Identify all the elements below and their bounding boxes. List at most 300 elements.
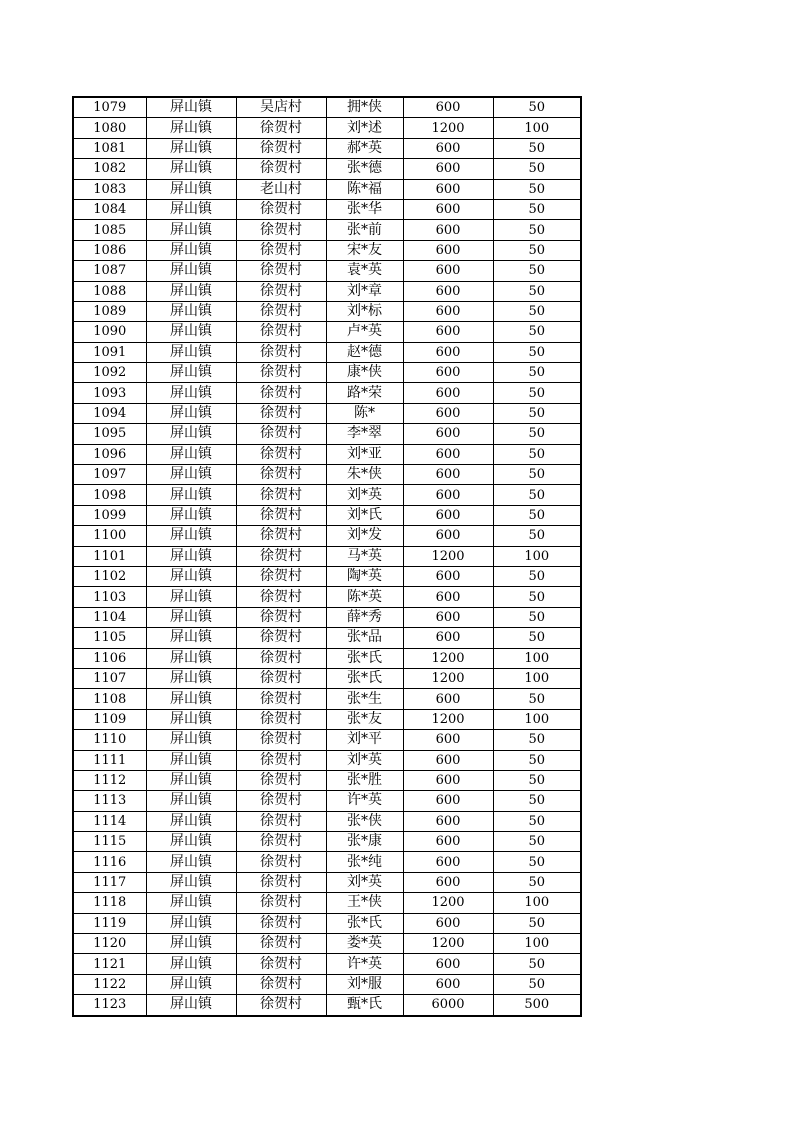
- subsidy-cell: 100: [493, 709, 581, 729]
- table-row: [73, 199, 581, 219]
- row-number-cell: 1104: [73, 607, 146, 627]
- row-number-cell: 1119: [73, 913, 146, 933]
- table-row: [73, 852, 581, 872]
- subsidy-cell: 50: [493, 179, 581, 199]
- name-cell: 陈*福: [326, 179, 403, 199]
- amount-cell: 600: [403, 403, 493, 423]
- town-cell: 屏山镇: [146, 648, 236, 668]
- amount-cell: 600: [403, 322, 493, 342]
- row-number-cell: 1087: [73, 261, 146, 281]
- village-cell: 徐贺村: [236, 995, 326, 1016]
- data-table: [72, 96, 582, 1017]
- row-number-cell: 1097: [73, 465, 146, 485]
- subsidy-cell: 50: [493, 363, 581, 383]
- name-cell: 宋*友: [326, 240, 403, 260]
- town-cell: 屏山镇: [146, 852, 236, 872]
- town-cell: 屏山镇: [146, 995, 236, 1016]
- row-number-cell: 1085: [73, 220, 146, 240]
- table-row: [73, 465, 581, 485]
- row-number-cell: 1092: [73, 363, 146, 383]
- town-cell: 屏山镇: [146, 301, 236, 321]
- row-number-cell: 1102: [73, 566, 146, 586]
- row-number-cell: 1096: [73, 444, 146, 464]
- table-row: [73, 832, 581, 852]
- name-cell: 张*氏: [326, 913, 403, 933]
- subsidy-cell: 100: [493, 893, 581, 913]
- amount-cell: 600: [403, 444, 493, 464]
- name-cell: 刘*英: [326, 872, 403, 892]
- name-cell: 刘*亚: [326, 444, 403, 464]
- town-cell: 屏山镇: [146, 607, 236, 627]
- table-row: [73, 791, 581, 811]
- table-row: [73, 934, 581, 954]
- name-cell: 张*友: [326, 709, 403, 729]
- subsidy-cell: 50: [493, 770, 581, 790]
- name-cell: 张*康: [326, 832, 403, 852]
- village-cell: 徐贺村: [236, 566, 326, 586]
- amount-cell: 1200: [403, 546, 493, 566]
- row-number-cell: 1116: [73, 852, 146, 872]
- amount-cell: 600: [403, 811, 493, 831]
- row-number-cell: 1084: [73, 199, 146, 219]
- row-number-cell: 1123: [73, 995, 146, 1016]
- row-number-cell: 1100: [73, 526, 146, 546]
- subsidy-cell: 50: [493, 628, 581, 648]
- name-cell: 郝*英: [326, 138, 403, 158]
- subsidy-cell: 50: [493, 913, 581, 933]
- table-row: [73, 995, 581, 1016]
- subsidy-cell: 100: [493, 934, 581, 954]
- row-number-cell: 1113: [73, 791, 146, 811]
- village-cell: 徐贺村: [236, 811, 326, 831]
- name-cell: 陈*英: [326, 587, 403, 607]
- amount-cell: 600: [403, 179, 493, 199]
- amount-cell: 1200: [403, 893, 493, 913]
- town-cell: 屏山镇: [146, 954, 236, 974]
- name-cell: 张*品: [326, 628, 403, 648]
- name-cell: 张*侠: [326, 811, 403, 831]
- village-cell: 徐贺村: [236, 465, 326, 485]
- town-cell: 屏山镇: [146, 281, 236, 301]
- amount-cell: 600: [403, 485, 493, 505]
- row-number-cell: 1099: [73, 505, 146, 525]
- town-cell: 屏山镇: [146, 730, 236, 750]
- amount-cell: 1200: [403, 118, 493, 138]
- amount-cell: 600: [403, 607, 493, 627]
- amount-cell: 600: [403, 240, 493, 260]
- amount-cell: 600: [403, 832, 493, 852]
- subsidy-cell: 50: [493, 301, 581, 321]
- table-row: [73, 546, 581, 566]
- subsidy-cell: 50: [493, 261, 581, 281]
- row-number-cell: 1091: [73, 342, 146, 362]
- name-cell: 张*纯: [326, 852, 403, 872]
- amount-cell: 600: [403, 138, 493, 158]
- row-number-cell: 1082: [73, 159, 146, 179]
- amount-cell: 600: [403, 465, 493, 485]
- table-row: [73, 770, 581, 790]
- table-row: [73, 118, 581, 138]
- name-cell: 康*侠: [326, 363, 403, 383]
- row-number-cell: 1094: [73, 403, 146, 423]
- subsidy-cell: 50: [493, 342, 581, 362]
- town-cell: 屏山镇: [146, 363, 236, 383]
- name-cell: 许*英: [326, 954, 403, 974]
- subsidy-cell: 50: [493, 424, 581, 444]
- town-cell: 屏山镇: [146, 403, 236, 423]
- table-row: [73, 587, 581, 607]
- table-row: [73, 505, 581, 525]
- amount-cell: 600: [403, 281, 493, 301]
- name-cell: 刘*英: [326, 750, 403, 770]
- town-cell: 屏山镇: [146, 322, 236, 342]
- amount-cell: 600: [403, 526, 493, 546]
- table-row: [73, 954, 581, 974]
- subsidy-cell: 50: [493, 383, 581, 403]
- subsidy-cell: 50: [493, 791, 581, 811]
- table-row: [73, 668, 581, 688]
- table-row: [73, 730, 581, 750]
- town-cell: 屏山镇: [146, 179, 236, 199]
- village-cell: 徐贺村: [236, 872, 326, 892]
- row-number-cell: 1080: [73, 118, 146, 138]
- town-cell: 屏山镇: [146, 893, 236, 913]
- row-number-cell: 1109: [73, 709, 146, 729]
- table-row: [73, 322, 581, 342]
- amount-cell: 1200: [403, 668, 493, 688]
- table-row: [73, 811, 581, 831]
- village-cell: 徐贺村: [236, 791, 326, 811]
- table-row: [73, 179, 581, 199]
- village-cell: 老山村: [236, 179, 326, 199]
- village-cell: 徐贺村: [236, 322, 326, 342]
- village-cell: 徐贺村: [236, 607, 326, 627]
- town-cell: 屏山镇: [146, 709, 236, 729]
- amount-cell: 600: [403, 750, 493, 770]
- subsidy-cell: 50: [493, 832, 581, 852]
- amount-cell: 600: [403, 342, 493, 362]
- village-cell: 徐贺村: [236, 444, 326, 464]
- name-cell: 刘*英: [326, 485, 403, 505]
- town-cell: 屏山镇: [146, 566, 236, 586]
- table-body: [73, 97, 581, 1016]
- village-cell: 徐贺村: [236, 485, 326, 505]
- subsidy-cell: 50: [493, 587, 581, 607]
- name-cell: 陶*英: [326, 566, 403, 586]
- village-cell: 徐贺村: [236, 709, 326, 729]
- subsidy-cell: 50: [493, 199, 581, 219]
- town-cell: 屏山镇: [146, 668, 236, 688]
- row-number-cell: 1110: [73, 730, 146, 750]
- village-cell: 徐贺村: [236, 240, 326, 260]
- name-cell: 许*英: [326, 791, 403, 811]
- town-cell: 屏山镇: [146, 811, 236, 831]
- town-cell: 屏山镇: [146, 689, 236, 709]
- subsidy-cell: 50: [493, 220, 581, 240]
- name-cell: 甄*氏: [326, 995, 403, 1016]
- amount-cell: 600: [403, 954, 493, 974]
- village-cell: 徐贺村: [236, 301, 326, 321]
- row-number-cell: 1083: [73, 179, 146, 199]
- name-cell: 刘*发: [326, 526, 403, 546]
- village-cell: 徐贺村: [236, 750, 326, 770]
- row-number-cell: 1088: [73, 281, 146, 301]
- name-cell: 路*荣: [326, 383, 403, 403]
- amount-cell: 600: [403, 159, 493, 179]
- village-cell: 徐贺村: [236, 628, 326, 648]
- town-cell: 屏山镇: [146, 750, 236, 770]
- village-cell: 徐贺村: [236, 852, 326, 872]
- subsidy-cell: 50: [493, 566, 581, 586]
- name-cell: 王*侠: [326, 893, 403, 913]
- table-row: [73, 689, 581, 709]
- name-cell: 刘*平: [326, 730, 403, 750]
- subsidy-cell: 100: [493, 546, 581, 566]
- name-cell: 张*德: [326, 159, 403, 179]
- row-number-cell: 1115: [73, 832, 146, 852]
- name-cell: 拥*侠: [326, 97, 403, 118]
- town-cell: 屏山镇: [146, 118, 236, 138]
- subsidy-cell: 50: [493, 97, 581, 118]
- village-cell: 徐贺村: [236, 138, 326, 158]
- subsidy-cell: 100: [493, 668, 581, 688]
- amount-cell: 600: [403, 363, 493, 383]
- amount-cell: 600: [403, 730, 493, 750]
- town-cell: 屏山镇: [146, 485, 236, 505]
- table-row: [73, 893, 581, 913]
- town-cell: 屏山镇: [146, 240, 236, 260]
- amount-cell: 6000: [403, 995, 493, 1016]
- village-cell: 徐贺村: [236, 403, 326, 423]
- table-row: [73, 607, 581, 627]
- amount-cell: 1200: [403, 709, 493, 729]
- row-number-cell: 1112: [73, 770, 146, 790]
- town-cell: 屏山镇: [146, 444, 236, 464]
- subsidy-cell: 50: [493, 322, 581, 342]
- name-cell: 刘*氏: [326, 505, 403, 525]
- table-row: [73, 383, 581, 403]
- town-cell: 屏山镇: [146, 913, 236, 933]
- row-number-cell: 1105: [73, 628, 146, 648]
- subsidy-cell: 50: [493, 465, 581, 485]
- town-cell: 屏山镇: [146, 159, 236, 179]
- row-number-cell: 1081: [73, 138, 146, 158]
- amount-cell: 600: [403, 566, 493, 586]
- table-row: [73, 220, 581, 240]
- amount-cell: 600: [403, 301, 493, 321]
- row-number-cell: 1107: [73, 668, 146, 688]
- village-cell: 徐贺村: [236, 913, 326, 933]
- amount-cell: 600: [403, 791, 493, 811]
- village-cell: 徐贺村: [236, 363, 326, 383]
- amount-cell: 600: [403, 261, 493, 281]
- subsidy-cell: 50: [493, 750, 581, 770]
- town-cell: 屏山镇: [146, 832, 236, 852]
- town-cell: 屏山镇: [146, 628, 236, 648]
- table-row: [73, 301, 581, 321]
- town-cell: 屏山镇: [146, 342, 236, 362]
- village-cell: 徐贺村: [236, 261, 326, 281]
- name-cell: 刘*章: [326, 281, 403, 301]
- subsidy-cell: 50: [493, 240, 581, 260]
- name-cell: 薛*秀: [326, 607, 403, 627]
- village-cell: 徐贺村: [236, 199, 326, 219]
- row-number-cell: 1117: [73, 872, 146, 892]
- amount-cell: 600: [403, 628, 493, 648]
- amount-cell: 600: [403, 913, 493, 933]
- town-cell: 屏山镇: [146, 526, 236, 546]
- amount-cell: 600: [403, 97, 493, 118]
- table-row: [73, 872, 581, 892]
- subsidy-cell: 50: [493, 281, 581, 301]
- row-number-cell: 1114: [73, 811, 146, 831]
- table-row: [73, 403, 581, 423]
- table-row: [73, 526, 581, 546]
- subsidy-cell: 50: [493, 159, 581, 179]
- name-cell: 张*氏: [326, 648, 403, 668]
- row-number-cell: 1079: [73, 97, 146, 118]
- village-cell: 徐贺村: [236, 668, 326, 688]
- name-cell: 李*翠: [326, 424, 403, 444]
- name-cell: 陈*: [326, 403, 403, 423]
- row-number-cell: 1101: [73, 546, 146, 566]
- village-cell: 徐贺村: [236, 689, 326, 709]
- village-cell: 徐贺村: [236, 954, 326, 974]
- table-row: [73, 628, 581, 648]
- row-number-cell: 1118: [73, 893, 146, 913]
- table-row: [73, 709, 581, 729]
- subsidy-cell: 50: [493, 954, 581, 974]
- table-row: [73, 363, 581, 383]
- table-row: [73, 342, 581, 362]
- amount-cell: 600: [403, 220, 493, 240]
- table-row: [73, 444, 581, 464]
- amount-cell: 600: [403, 689, 493, 709]
- village-cell: 徐贺村: [236, 118, 326, 138]
- table-row: [73, 566, 581, 586]
- subsidy-cell: 50: [493, 730, 581, 750]
- row-number-cell: 1093: [73, 383, 146, 403]
- name-cell: 娄*英: [326, 934, 403, 954]
- row-number-cell: 1111: [73, 750, 146, 770]
- table-row: [73, 159, 581, 179]
- village-cell: 徐贺村: [236, 281, 326, 301]
- town-cell: 屏山镇: [146, 770, 236, 790]
- row-number-cell: 1089: [73, 301, 146, 321]
- village-cell: 徐贺村: [236, 159, 326, 179]
- name-cell: 张*前: [326, 220, 403, 240]
- table-row: [73, 97, 581, 118]
- row-number-cell: 1122: [73, 974, 146, 994]
- subsidy-cell: 500: [493, 995, 581, 1016]
- subsidy-cell: 50: [493, 811, 581, 831]
- village-cell: 徐贺村: [236, 383, 326, 403]
- name-cell: 袁*英: [326, 261, 403, 281]
- row-number-cell: 1121: [73, 954, 146, 974]
- amount-cell: 600: [403, 872, 493, 892]
- village-cell: 吴店村: [236, 97, 326, 118]
- town-cell: 屏山镇: [146, 974, 236, 994]
- subsidy-cell: 50: [493, 526, 581, 546]
- amount-cell: 600: [403, 505, 493, 525]
- row-number-cell: 1098: [73, 485, 146, 505]
- village-cell: 徐贺村: [236, 832, 326, 852]
- subsidy-cell: 50: [493, 403, 581, 423]
- amount-cell: 600: [403, 852, 493, 872]
- village-cell: 徐贺村: [236, 526, 326, 546]
- village-cell: 徐贺村: [236, 648, 326, 668]
- amount-cell: 600: [403, 424, 493, 444]
- name-cell: 朱*侠: [326, 465, 403, 485]
- town-cell: 屏山镇: [146, 138, 236, 158]
- row-number-cell: 1108: [73, 689, 146, 709]
- village-cell: 徐贺村: [236, 974, 326, 994]
- name-cell: 刘*述: [326, 118, 403, 138]
- town-cell: 屏山镇: [146, 97, 236, 118]
- village-cell: 徐贺村: [236, 546, 326, 566]
- table-row: [73, 261, 581, 281]
- subsidy-cell: 50: [493, 607, 581, 627]
- town-cell: 屏山镇: [146, 791, 236, 811]
- row-number-cell: 1095: [73, 424, 146, 444]
- town-cell: 屏山镇: [146, 872, 236, 892]
- amount-cell: 600: [403, 770, 493, 790]
- subsidy-cell: 100: [493, 648, 581, 668]
- subsidy-cell: 50: [493, 505, 581, 525]
- name-cell: 马*英: [326, 546, 403, 566]
- village-cell: 徐贺村: [236, 893, 326, 913]
- village-cell: 徐贺村: [236, 730, 326, 750]
- town-cell: 屏山镇: [146, 220, 236, 240]
- row-number-cell: 1090: [73, 322, 146, 342]
- subsidy-cell: 50: [493, 444, 581, 464]
- subsidy-cell: 50: [493, 872, 581, 892]
- name-cell: 张*氏: [326, 668, 403, 688]
- village-cell: 徐贺村: [236, 220, 326, 240]
- name-cell: 卢*英: [326, 322, 403, 342]
- row-number-cell: 1120: [73, 934, 146, 954]
- town-cell: 屏山镇: [146, 934, 236, 954]
- table-row: [73, 485, 581, 505]
- village-cell: 徐贺村: [236, 770, 326, 790]
- amount-cell: 600: [403, 199, 493, 219]
- subsidy-cell: 50: [493, 852, 581, 872]
- table-row: [73, 913, 581, 933]
- village-cell: 徐贺村: [236, 587, 326, 607]
- table-row: [73, 750, 581, 770]
- village-cell: 徐贺村: [236, 342, 326, 362]
- name-cell: 赵*德: [326, 342, 403, 362]
- town-cell: 屏山镇: [146, 465, 236, 485]
- name-cell: 刘*服: [326, 974, 403, 994]
- amount-cell: 1200: [403, 648, 493, 668]
- town-cell: 屏山镇: [146, 261, 236, 281]
- name-cell: 张*生: [326, 689, 403, 709]
- village-cell: 徐贺村: [236, 934, 326, 954]
- table-row: [73, 240, 581, 260]
- name-cell: 张*华: [326, 199, 403, 219]
- row-number-cell: 1103: [73, 587, 146, 607]
- village-cell: 徐贺村: [236, 505, 326, 525]
- town-cell: 屏山镇: [146, 546, 236, 566]
- town-cell: 屏山镇: [146, 505, 236, 525]
- subsidy-cell: 100: [493, 118, 581, 138]
- name-cell: 刘*标: [326, 301, 403, 321]
- subsidy-cell: 50: [493, 689, 581, 709]
- town-cell: 屏山镇: [146, 383, 236, 403]
- table-row: [73, 281, 581, 301]
- amount-cell: 1200: [403, 934, 493, 954]
